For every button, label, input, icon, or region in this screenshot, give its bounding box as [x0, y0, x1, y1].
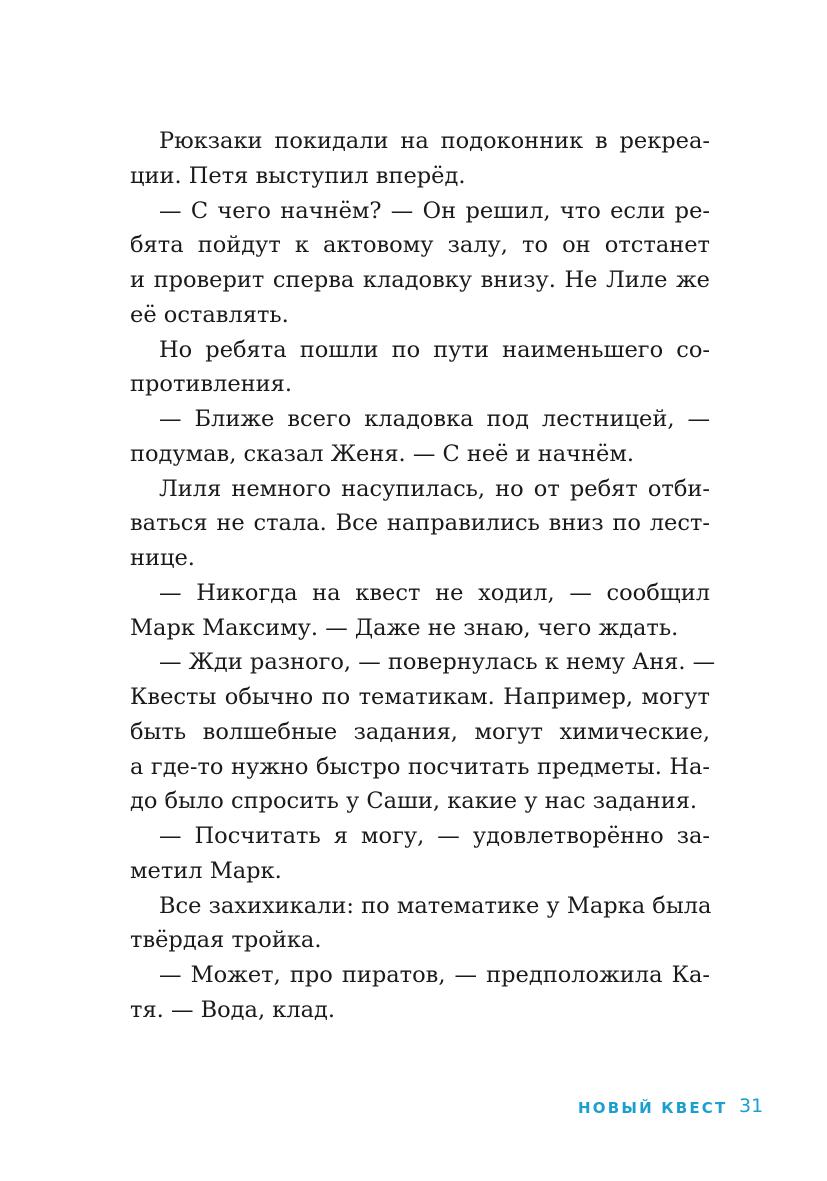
text-line: твёрдая тройка. [130, 927, 322, 954]
text-line: бята пойдут к актовому залу, то он отстанет [130, 232, 710, 259]
text-line: — Ближе всего кладовка под лестницей, — [159, 406, 710, 432]
text-line: — Никогда на квест не ходил, — сообщил [159, 579, 710, 606]
text-line: — Посчитать я могу, — удовлетворённо за- [159, 823, 710, 849]
body-text [130, 124, 716, 1028]
running-head: НОВЫЙ КВЕСТ [578, 1099, 728, 1117]
text-line: Но ребята пошли по пути наименьшего со- [159, 336, 710, 363]
text-line: подумав, сказал Женя. — С неё и начнём. [130, 440, 635, 467]
text-line: её оставлять. [130, 301, 289, 328]
text-line: Все захихикали: по математике у Марка была [159, 892, 712, 919]
text-line: нице. [130, 545, 195, 571]
text-line: Марк Максиму. — Даже не знаю, чего ждать. [130, 614, 679, 641]
text-line: — Может, про пиратов, — предположила Ка- [159, 962, 710, 988]
text-line: ваться не стала. Все направились вниз по лест- [130, 510, 710, 537]
text-line: а где-то нужно быстро посчитать предметы. На- [130, 753, 710, 780]
text-line: Рюкзаки покидали на подоконник в рекреа- [159, 128, 710, 154]
text-line: ции. Петя выступил вперёд. [130, 162, 466, 189]
text-line: Квесты обычно по тематикам. Например, могут [130, 684, 710, 710]
text-line: быть волшебные задания, могут химические, [130, 718, 710, 745]
text-line: тя. — Вода, клад. [130, 996, 336, 1023]
text-line: до было спросить у Саши, какие у нас задания. [130, 788, 698, 815]
text-line: Лиля немного насупилась, но от ребят отби- [159, 475, 710, 502]
text-line: противления. [130, 371, 293, 398]
text-line: метил Марк. [130, 857, 282, 884]
page-footer [0, 1095, 827, 1123]
text-line: и проверит сперва кладовку внизу. Не Лиле же [130, 267, 710, 293]
text-line: — Жди разного, — повернулась к нему Аня. — [159, 649, 716, 676]
text-line: — С чего начнём? — Он решил, что если ре- [159, 197, 710, 224]
page-number: 31 [739, 1095, 764, 1117]
